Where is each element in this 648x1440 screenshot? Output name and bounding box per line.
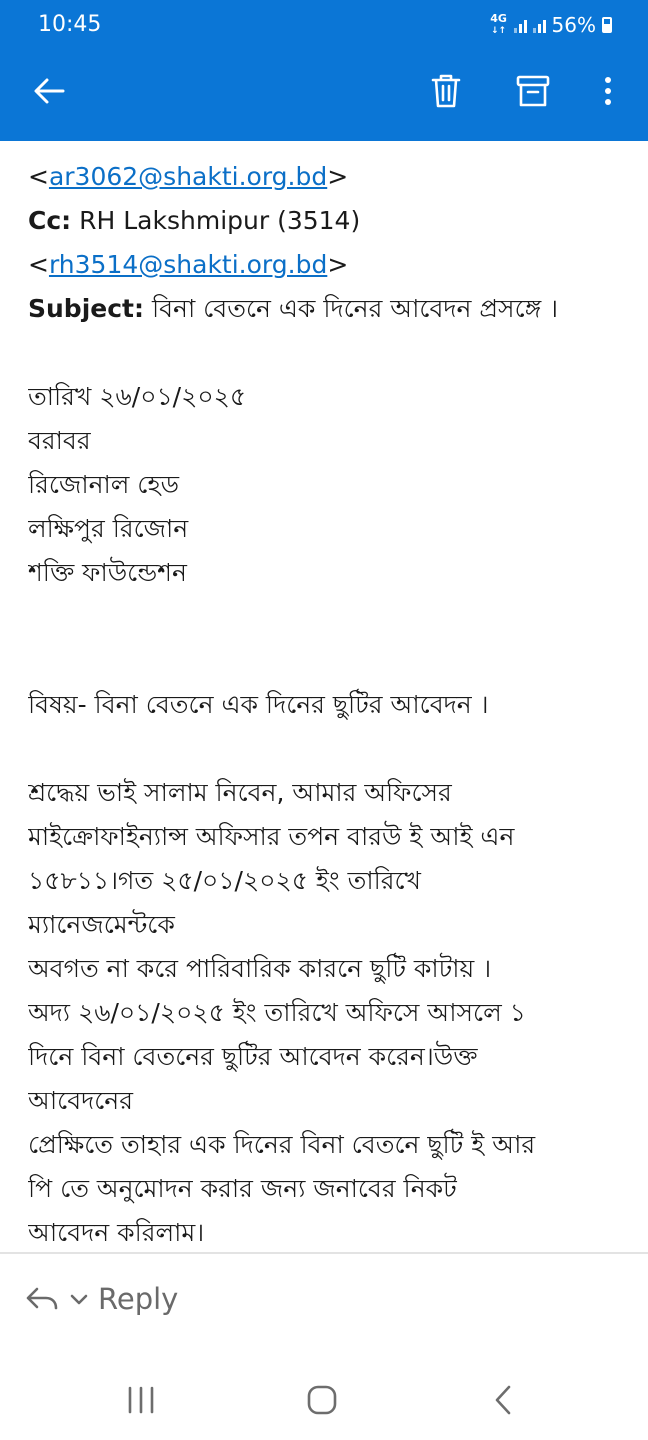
more-options-button[interactable] — [583, 66, 633, 116]
cc-email-line: <rh3514@shakti.org.bd> — [28, 250, 349, 279]
subject-text: বিনা বেতনে এক দিনের আবেদন প্রসঙ্গে । — [151, 294, 559, 323]
reply-label: Reply — [98, 1282, 179, 1316]
email-body — [28, 141, 618, 1252]
archive-button[interactable] — [508, 66, 558, 116]
body-paragraph-line: অবগত না করে পারিবারিক কারনে ছুটি কাটায় । — [28, 954, 492, 983]
body-paragraph-line: ম্যানেজমেন্টকে — [28, 910, 175, 939]
home-button[interactable] — [294, 1378, 350, 1422]
reply-bar — [0, 1254, 648, 1364]
body-recipient-title: রিজোনাল হেড — [28, 470, 179, 499]
body-paragraph-line: শ্রদ্ধেয় ভাই সালাম নিবেন, আমার অফিসের — [28, 778, 452, 807]
recents-button[interactable] — [113, 1378, 169, 1422]
nav-back-button[interactable] — [476, 1378, 532, 1422]
status-time: 10:45 — [38, 12, 102, 37]
body-paragraph-line: ১৫৮১১।গত ২৫/০১/২০২৫ ইং তারিখে — [28, 866, 421, 895]
to-email-link[interactable]: ar3062@shakti.org.bd — [48, 162, 328, 191]
app-bar — [0, 0, 648, 141]
body-paragraph-line: মাইক্রোফাইন্যান্স অফিসার তপন বারউ ই আই এন — [28, 822, 515, 851]
body-paragraph-line: আবেদন করিলাম। — [28, 1218, 205, 1247]
body-paragraph-line: দিনে বিনা বেতনের ছুটির আবেদন করেন।উক্ত — [28, 1042, 478, 1071]
to-email-line: <ar3062@shakti.org.bd> — [28, 162, 349, 191]
body-subject: বিষয়- বিনা বেতনে এক দিনের ছুটির আবেদন । — [28, 690, 489, 719]
subject-label: Subject: — [28, 294, 144, 323]
trash-icon — [426, 71, 466, 111]
back-button[interactable] — [24, 66, 74, 116]
cc-email-link[interactable]: rh3514@shakti.org.bd — [48, 250, 328, 279]
subject-line — [28, 287, 618, 331]
status-icons — [490, 10, 612, 40]
body-paragraph-line: অদ্য ২৬/০১/২০২৫ ইং তারিখে অফিসে আসলে ১ — [28, 998, 526, 1027]
archive-icon — [513, 71, 553, 111]
battery-percent: 56% — [551, 13, 596, 37]
system-nav-bar — [0, 1364, 648, 1440]
nav-back-icon — [489, 1383, 519, 1417]
body-paragraph-line: পি তে অনুমোদন করার জন্য জনাবের নিকট — [28, 1174, 457, 1203]
body-recipient-org: শক্তি ফাউন্ডেশন — [28, 558, 187, 587]
cc-name: RH Lakshmipur (3514) — [79, 206, 361, 235]
chevron-down-icon[interactable] — [68, 1288, 90, 1310]
arrow-left-icon — [29, 71, 69, 111]
network-type: 4G ↓↑ — [490, 12, 507, 36]
signal-2-icon — [533, 17, 546, 33]
cc-label: Cc: — [28, 206, 72, 235]
delete-button[interactable] — [421, 66, 471, 116]
signal-1-icon — [514, 17, 527, 33]
body-to: বরাবর — [28, 426, 91, 455]
body-paragraph-line: প্রেক্ষিতে তাহার এক দিনের বিনা বেতনে ছুটি ই আর — [28, 1130, 536, 1159]
home-icon — [305, 1383, 339, 1417]
body-paragraph-line: আবেদনের — [28, 1086, 133, 1115]
more-vertical-icon — [588, 71, 628, 111]
truncated-to-line — [28, 141, 618, 155]
body-recipient-region: লক্ষিপুর রিজোন — [28, 514, 189, 543]
reply-button[interactable] — [24, 1282, 178, 1316]
reply-icon — [24, 1283, 60, 1315]
recents-icon — [124, 1385, 158, 1415]
cc-line — [28, 199, 618, 243]
body-date: তারিখ ২৬/০১/২০২৫ — [28, 382, 247, 411]
battery-icon — [602, 17, 612, 33]
